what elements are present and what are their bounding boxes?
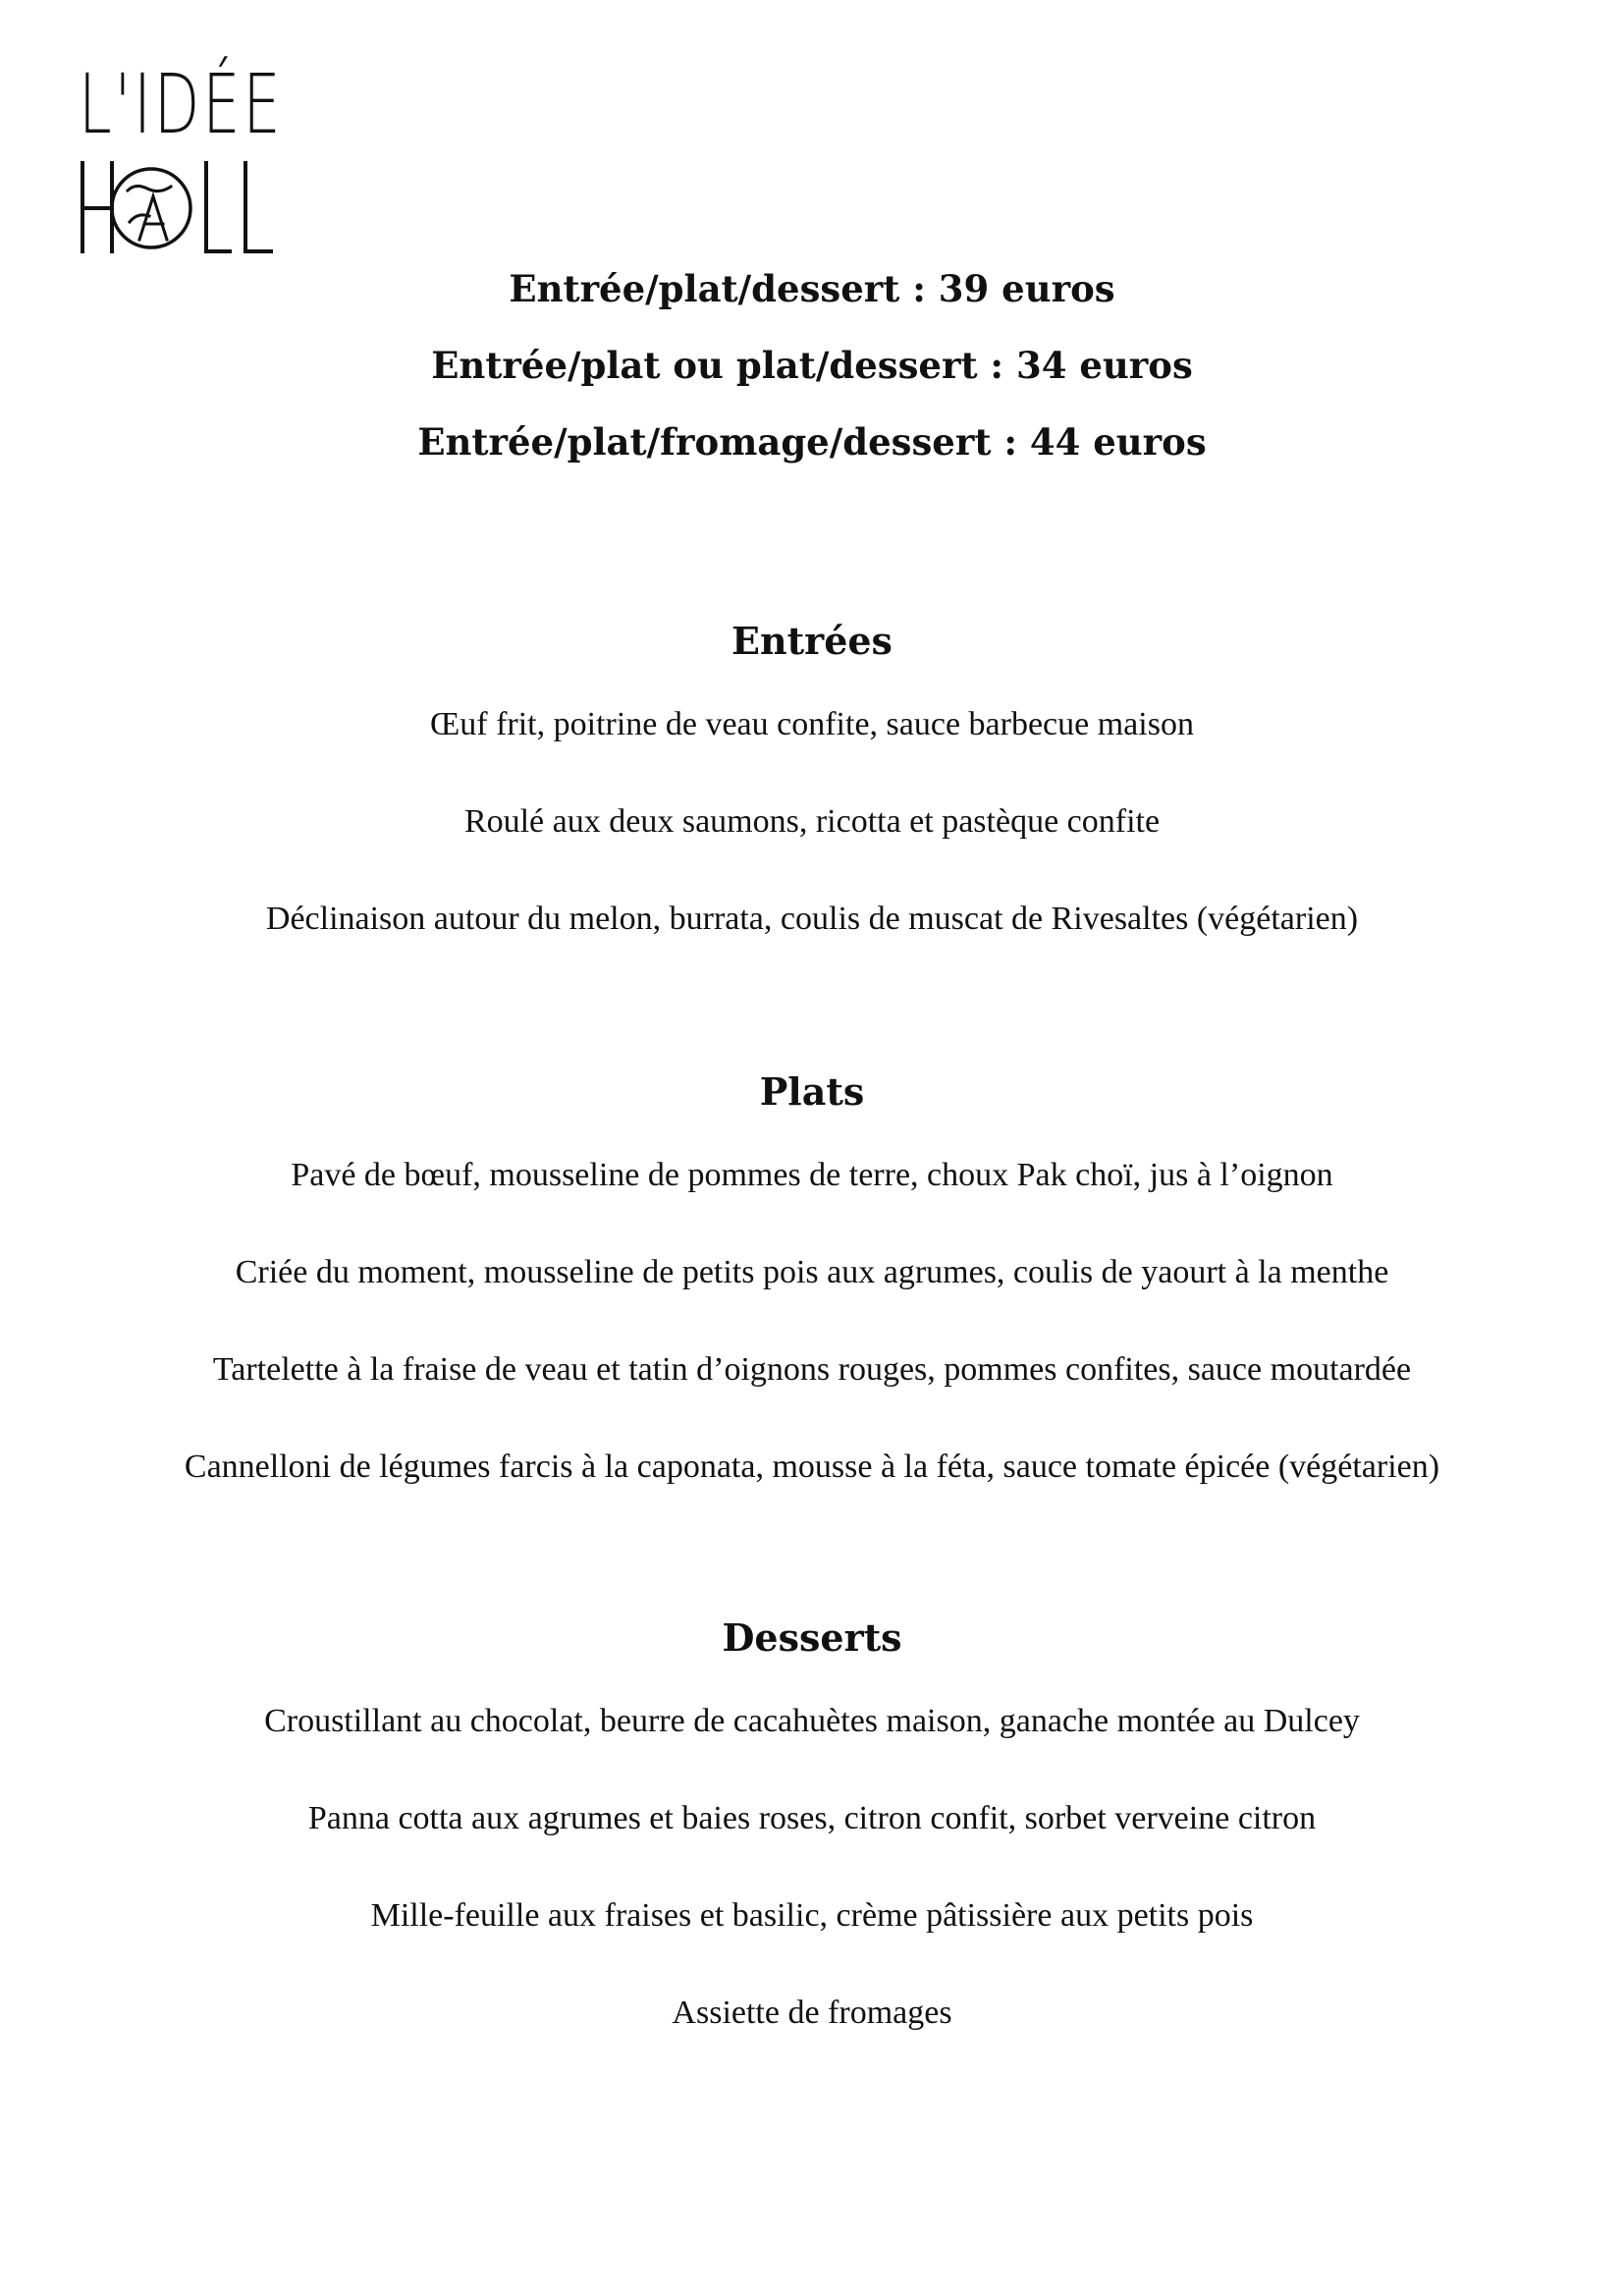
section-plats xyxy=(0,1067,1624,1545)
section-desserts xyxy=(0,1613,1624,2091)
section-entrees xyxy=(0,617,1624,997)
menu-item: Roulé aux deux saumons, ricotta et pastèque confite xyxy=(463,803,1161,840)
menu-item: Criée du moment, mousseline de petits pois aux agrumes, coulis de yaourt à la menthe xyxy=(235,1254,1389,1290)
menu-item: Assiette de fromages xyxy=(672,1995,952,2031)
section-title-plats: Plats xyxy=(759,1069,865,1114)
price-line-2-courses: Entrée/plat ou plat/dessert : 34 euros xyxy=(431,344,1193,387)
menu-item: Mille-feuille aux fraises et basilic, crème pâtissière aux petits pois xyxy=(370,1897,1254,1934)
pricing-block xyxy=(0,250,1624,480)
section-title-entrees: Entrées xyxy=(731,619,893,663)
menu-item: Croustillant au chocolat, beurre de cacahuètes maison, ganache montée au Dulcey xyxy=(264,1703,1360,1739)
restaurant-logo xyxy=(79,56,284,265)
logo-hall-mark xyxy=(79,157,275,255)
section-title-desserts: Desserts xyxy=(722,1615,902,1660)
price-line-3-courses: Entrée/plat/dessert : 39 euros xyxy=(509,267,1115,310)
menu-item: Tartelette à la fraise de veau et tatin d’oignons rouges, pommes confites, sauce moutardée xyxy=(212,1351,1412,1388)
menu-item: Panna cotta aux agrumes et baies roses, citron confit, sorbet verveine citron xyxy=(307,1800,1317,1836)
menu-item: Déclinaison autour du melon, burrata, coulis de muscat de Rivesaltes (végétarien) xyxy=(265,901,1359,937)
menu-item: Pavé de bœuf, mousseline de pommes de terre, choux Pak choï, jus à l’oignon xyxy=(291,1157,1333,1193)
price-line-4-courses: Entrée/plat/fromage/dessert : 44 euros xyxy=(417,420,1207,464)
menu-item: Œuf frit, poitrine de veau confite, sauce barbecue maison xyxy=(430,706,1194,742)
menu-item: Cannelloni de légumes farcis à la caponata, mousse à la féta, sauce tomate épicée (végétarien) xyxy=(184,1449,1440,1485)
logo-text-line1: L'IDÉE xyxy=(79,56,284,152)
